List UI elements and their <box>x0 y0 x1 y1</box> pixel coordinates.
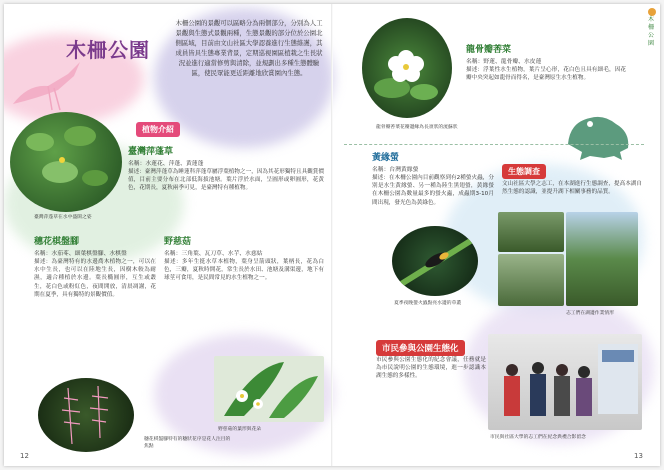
tab-marker-icon <box>648 8 656 16</box>
intro-paragraph: 木柵公園的景觀可以區略分為兩個部分，分別為人工景觀與生態式景觀兩種，生態景觀的部分位於公園北側區域，目前由文山社區大學認養進行生態維護，其成員皆具生態專業背景，定期巡視園區植栽之生長狀況並進行適當修剪與清除，並規劃出多種生態體驗區，使民眾能更近距離地欣賞園內生態。 <box>175 19 323 77</box>
insect-name: 黃緣螢 <box>372 153 400 163</box>
plant3-name: 野慈菇 <box>164 237 192 247</box>
plant2-desc: 描述：為臺灣特有的水邊喬木植物之一，可以在水中生長，也可以在陸地生長，因樹木較為耐濕，適合種植於水邊。葉長橢圓形，互生或叢生，花白色或粉紅色，夜間開放，清晨凋謝，花期在夏季，具有獨特的景觀價值。 <box>34 259 156 298</box>
survey-photo-2 <box>498 254 564 306</box>
plant4-desc: 描述：浮葉性水生植物，葉片呈心形，花白色且具有細毛，因花瓣中央突起如龍骨而得名，是臺灣原生水生植物。 <box>466 67 626 82</box>
book-spread <box>4 4 660 466</box>
arrowhead-caption: 野慈菇的葉形與花朵 <box>218 427 262 432</box>
lotus-pond-photo <box>10 112 122 212</box>
plant1-desc: 描述：臺灣萍蓬草為睡蓮科萍蓬草屬浮葉植物之一，因為其花形獨特且具觀賞價值，目前主要分布在北部低海拔池塘。葉片浮於水面，呈圓形或卵圓形，花黃色，花期長，夏秋兩季可見，是臺灣特有種植物。 <box>128 169 324 192</box>
community-caption: 市民與社區大學的志工們在紀念典禮合影留念 <box>490 435 586 440</box>
firefly-photo <box>392 226 478 296</box>
plant1-meta: 名稱：水蓮花、萍蓬、黃蓮蓬 <box>128 161 204 167</box>
eco-caption: 志工們在湖邊作業情形 <box>566 311 614 316</box>
barringtonia-photo <box>38 378 134 452</box>
plant-section-tag: 植物介紹 <box>136 122 180 137</box>
arrowhead-photo <box>214 356 324 422</box>
plant2-name: 穗花棋盤腳 <box>34 237 80 247</box>
plant3-desc: 描述：多年生挺水草本植物，葉身呈箭頭狀，葉柄長，花為白色，三瓣，夏秋時開花，常生長於水田、池塘及溝渠邊，地下有球莖可食用，是民間常見的水生植物之一。 <box>164 259 324 282</box>
community-photo <box>488 334 642 430</box>
plant3-meta: 名稱：三角葉、瓦刀草、水芋、水慈姑 <box>164 251 263 257</box>
right-page-number: 13 <box>634 452 643 460</box>
lotus-caption: 臺灣萍蓬草在水中盛開之姿 <box>34 215 92 220</box>
community-desc: 市民參與公園生態化的紀念會議，任務就是為市民說明公園的生態環境，進一步認識本湖生態的多樣性。 <box>376 357 486 380</box>
left-page-number: 12 <box>20 452 29 460</box>
frog-illustration <box>560 104 636 164</box>
eco-desc: 文山社區大學之志工，在本湖進行生態調查，提高本湖自然生態的認識，並提升湖下相關事務的品質。 <box>502 181 642 196</box>
plant2-meta: 名稱：水茄苳、細葉棋盤腳、水棋盤 <box>34 251 127 257</box>
page-title: 木柵公園 <box>66 38 150 62</box>
plant4-name: 龍骨瓣莕菜 <box>466 45 512 55</box>
insect-meta: 名稱：台灣黃緣螢 <box>372 167 419 173</box>
firefly-caption: 夏季夜晚螢火蟲點亮水邊的草叢 <box>394 301 462 306</box>
community-tag: 市民參與公園生態化 <box>376 340 465 356</box>
floatingheart-caption: 龍骨瓣莕菜花瓣邊緣為長須狀的流蘇狀 <box>376 125 458 130</box>
eco-survey-tag: 生態調查 <box>502 164 546 179</box>
survey-photo-3 <box>566 212 638 306</box>
plant4-meta: 名稱：野蓮、龍骨瓣、水皮蓮 <box>466 59 542 65</box>
barringtonia-caption: 穗花棋盤腳特有的穗狀花序是花人注目的焦點 <box>144 437 231 449</box>
floatingheart-photo <box>362 18 452 118</box>
book-fold <box>331 4 333 466</box>
insect-desc: 描述：在木柵公園內目前觀察到有2種螢火蟲，分別是水生黃緣螢、另一種為陸生黑翅螢，黃緣螢在木柵公園為數量最多的螢火蟲，成蟲期3-10月間出現，發光色為黃綠色。 <box>372 175 494 206</box>
chapter-tab: 木柵公園 <box>647 16 654 47</box>
plant1-name: 臺灣萍蓬草 <box>128 147 174 157</box>
survey-photo-1 <box>498 212 564 252</box>
section-divider <box>344 144 644 145</box>
crane-illustration <box>8 54 88 114</box>
